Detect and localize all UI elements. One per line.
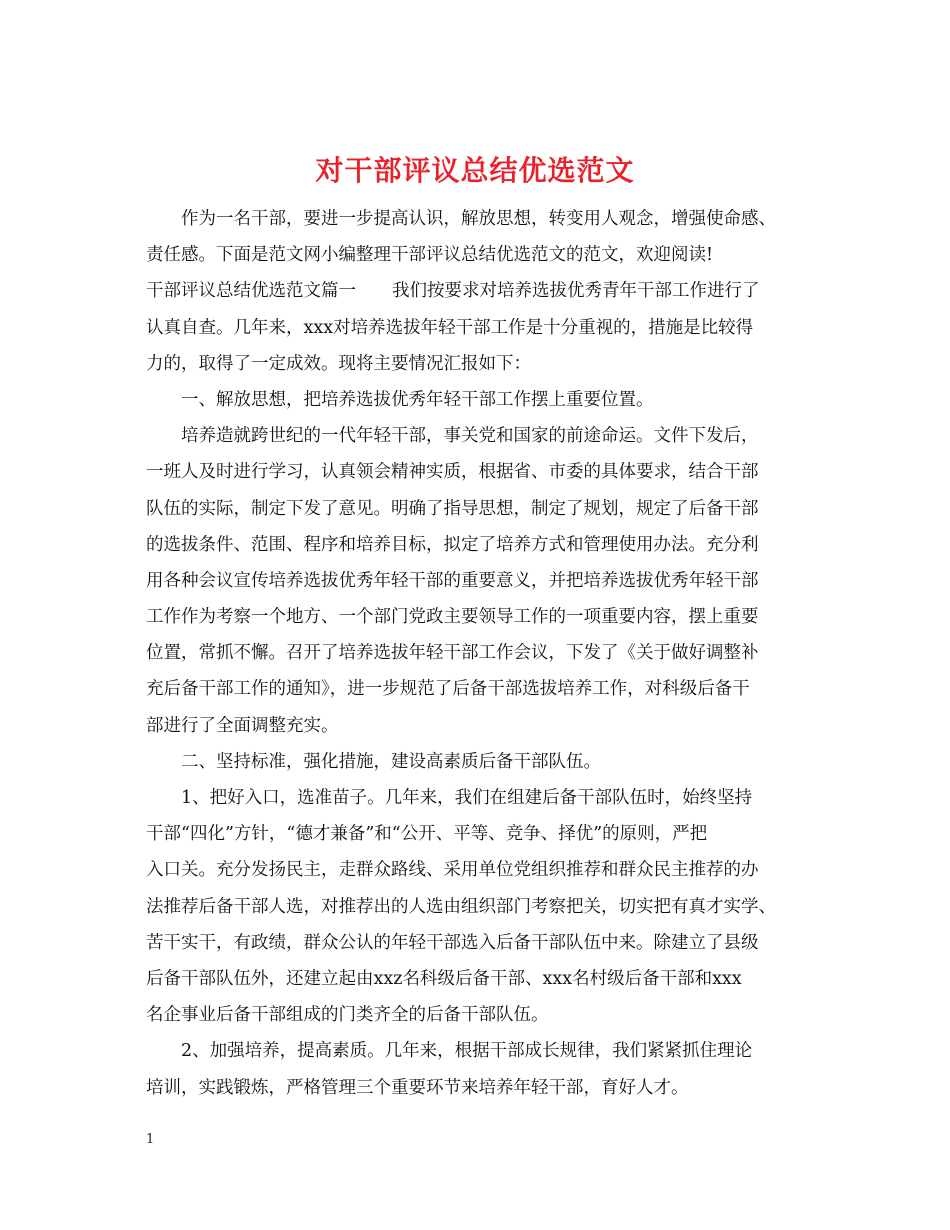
section-heading: 干部评议总结优选范文篇一 [146,281,356,302]
paragraph-line: 后备干部队伍外，还建立起由xxz名科级后备干部、xxx名村级后备干部和xxx [146,968,742,989]
paragraph-line: 部进行了全面调整充实。 [146,715,339,736]
document-title: 对干部评议总结优选范文 [315,153,635,187]
paragraph-line: 干部“四化”方针，“德才兼备”和“公开、平等、竞争、择优”的原则，严把 [146,824,708,845]
paragraph-line: 培训，实践锻炼，严格管理三个重要环节来培养年轻干部，育好人才。 [146,1077,689,1098]
paragraph-line: 1、把好入口，选准苗子。几年来，我们在组建后备干部队伍时，始终坚持 [181,788,753,808]
paragraph-line: 位置，常抓不懈。召开了培养选拔年轻干部工作会议，下发了《关于做好调整补 [146,643,759,664]
paragraph-line: 苦干实干，有政绩，群众公认的年轻干部选入后备干部队伍中来。除建立了县级 [146,932,759,953]
paragraph-line: 名企事业后备干部组成的门类齐全的后备干部队伍。 [146,1005,549,1026]
paragraph-line: 培养造就跨世纪的一代年轻干部，事关党和国家的前途命运。文件下发后， [181,426,759,447]
paragraph-line: 用各种会议宣传培养选拔优秀年轻干部的重要意义，并把培养选拔优秀年轻干部 [146,570,759,591]
paragraph-line: 力的，取得了一定成效。现将主要情况汇报如下： [146,353,531,374]
paragraph-line: 的选拔条件、范围、程序和培养目标，拟定了培养方式和管理使用办法。充分利 [146,534,759,555]
paragraph-line: 作为一名干部，要进一步提高认识，解放思想，转变用人观念，增强使命感、 [181,209,776,229]
section-heading: 一、解放思想，把培养选拔优秀年轻干部工作摆上重要位置。 [181,389,654,410]
paragraph-line: 工作作为考察一个地方、一个部门党政主要领导工作的一项重要内容，摆上重要 [146,607,759,628]
paragraph-line: 认真自查。几年来，xxx对培养选拔年轻干部工作是十分重视的，措施是比较得 [146,317,754,338]
paragraph-line: 充后备干部工作的通知》，进一步规范了后备干部选拔培养工作，对科级后备干 [146,679,750,700]
paragraph-line: 入口关。充分发扬民主，走群众路线、采用单位党组织推荐和群众民主推荐的办 [146,860,759,881]
paragraph-line: 责任感。下面是范文网小编整理干部评议总结优选范文的范文，欢迎阅读! [146,245,714,266]
page-number: 1 [146,1132,155,1147]
document-body [146,201,814,1106]
paragraph-line [146,273,814,309]
section-heading: 二、坚持标准，强化措施，建设高素质后备干部队伍。 [181,751,601,772]
paragraph-text: 我们按要求对培养选拔优秀青年干部工作进行了 [392,281,760,302]
paragraph-line: 队伍的实际，制定下发了意见。明确了指导思想，制定了规划，规定了后备干部 [146,498,759,519]
paragraph-line: 2、加强培养，提高素质。几年来，根据干部成长规律，我们紧紧抓住理论 [181,1041,753,1062]
paragraph-line: 法推荐后备干部人选，对推荐出的人选由组织部门考察把关，切实把有真才实学、 [146,896,776,917]
paragraph-line: 一班人及时进行学习，认真领会精神实质，根据省、市委的具体要求，结合干部 [146,462,759,483]
